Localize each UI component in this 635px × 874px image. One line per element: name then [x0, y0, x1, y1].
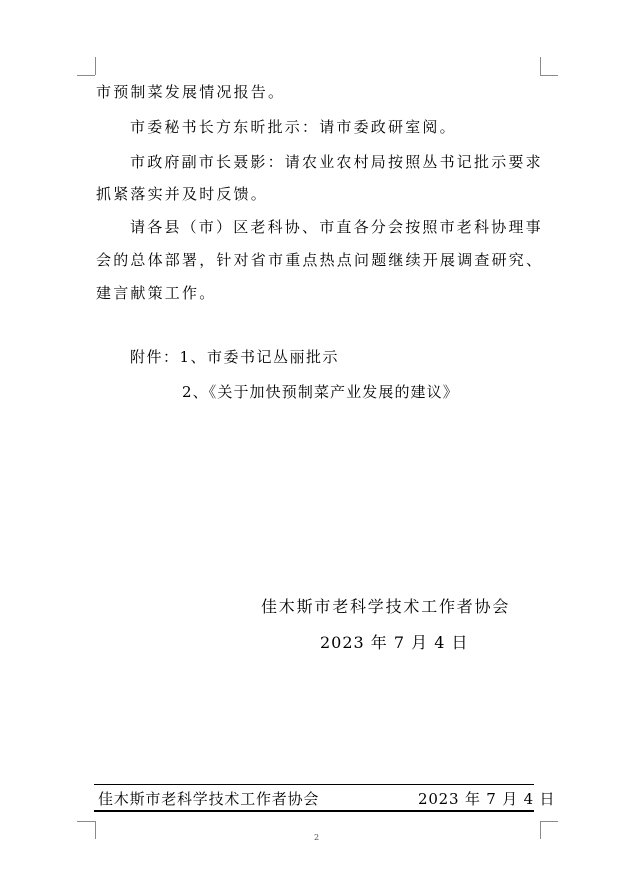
footer-bottom-rule	[94, 810, 534, 812]
paragraph-line-1: 市预制菜发展情况报告。	[96, 83, 286, 101]
paragraph-line-7: 建言献策工作。	[96, 284, 217, 302]
crop-mark-top-right-v	[540, 57, 541, 75]
paragraph-line-4: 抓紧落实并及时反馈。	[96, 185, 269, 203]
footer-organization: 佳木斯市老科学技术工作者协会	[98, 790, 320, 808]
crop-mark-top-left-h	[77, 75, 95, 76]
footer-date: 2023 年 7 月 4 日	[418, 790, 556, 808]
signature-date: 2023 年 7 月 4 日	[320, 633, 469, 652]
paragraph-line-3: 市政府副市长聂影：请农业农村局按照丛书记批示要求	[130, 153, 543, 171]
crop-mark-bottom-left-h	[77, 821, 95, 822]
paragraph-line-6: 会的总体部署，针对省市重点热点问题继续开展调查研究、	[96, 251, 544, 269]
crop-mark-top-left-v	[95, 57, 96, 75]
crop-mark-bottom-left-v	[95, 821, 96, 839]
crop-mark-bottom-right-h	[540, 821, 558, 822]
page-number: 2	[314, 833, 320, 842]
paragraph-line-5: 请各县（市）区老科协、市直各分会按照市老科协理事	[130, 218, 543, 236]
attachment-line-1: 附件：1、市委书记丛丽批示	[130, 348, 340, 366]
crop-mark-top-right-h	[540, 75, 558, 76]
paragraph-line-2: 市委秘书长方东昕批示：请市委政研室阅。	[130, 118, 457, 136]
crop-mark-bottom-right-v	[540, 821, 541, 839]
attachment-line-2: 2、《关于加快预制菜产业发展的建议》	[182, 383, 459, 401]
signature-organization: 佳木斯市老科学技术工作者协会	[261, 597, 511, 616]
footer-top-rule	[94, 784, 534, 785]
